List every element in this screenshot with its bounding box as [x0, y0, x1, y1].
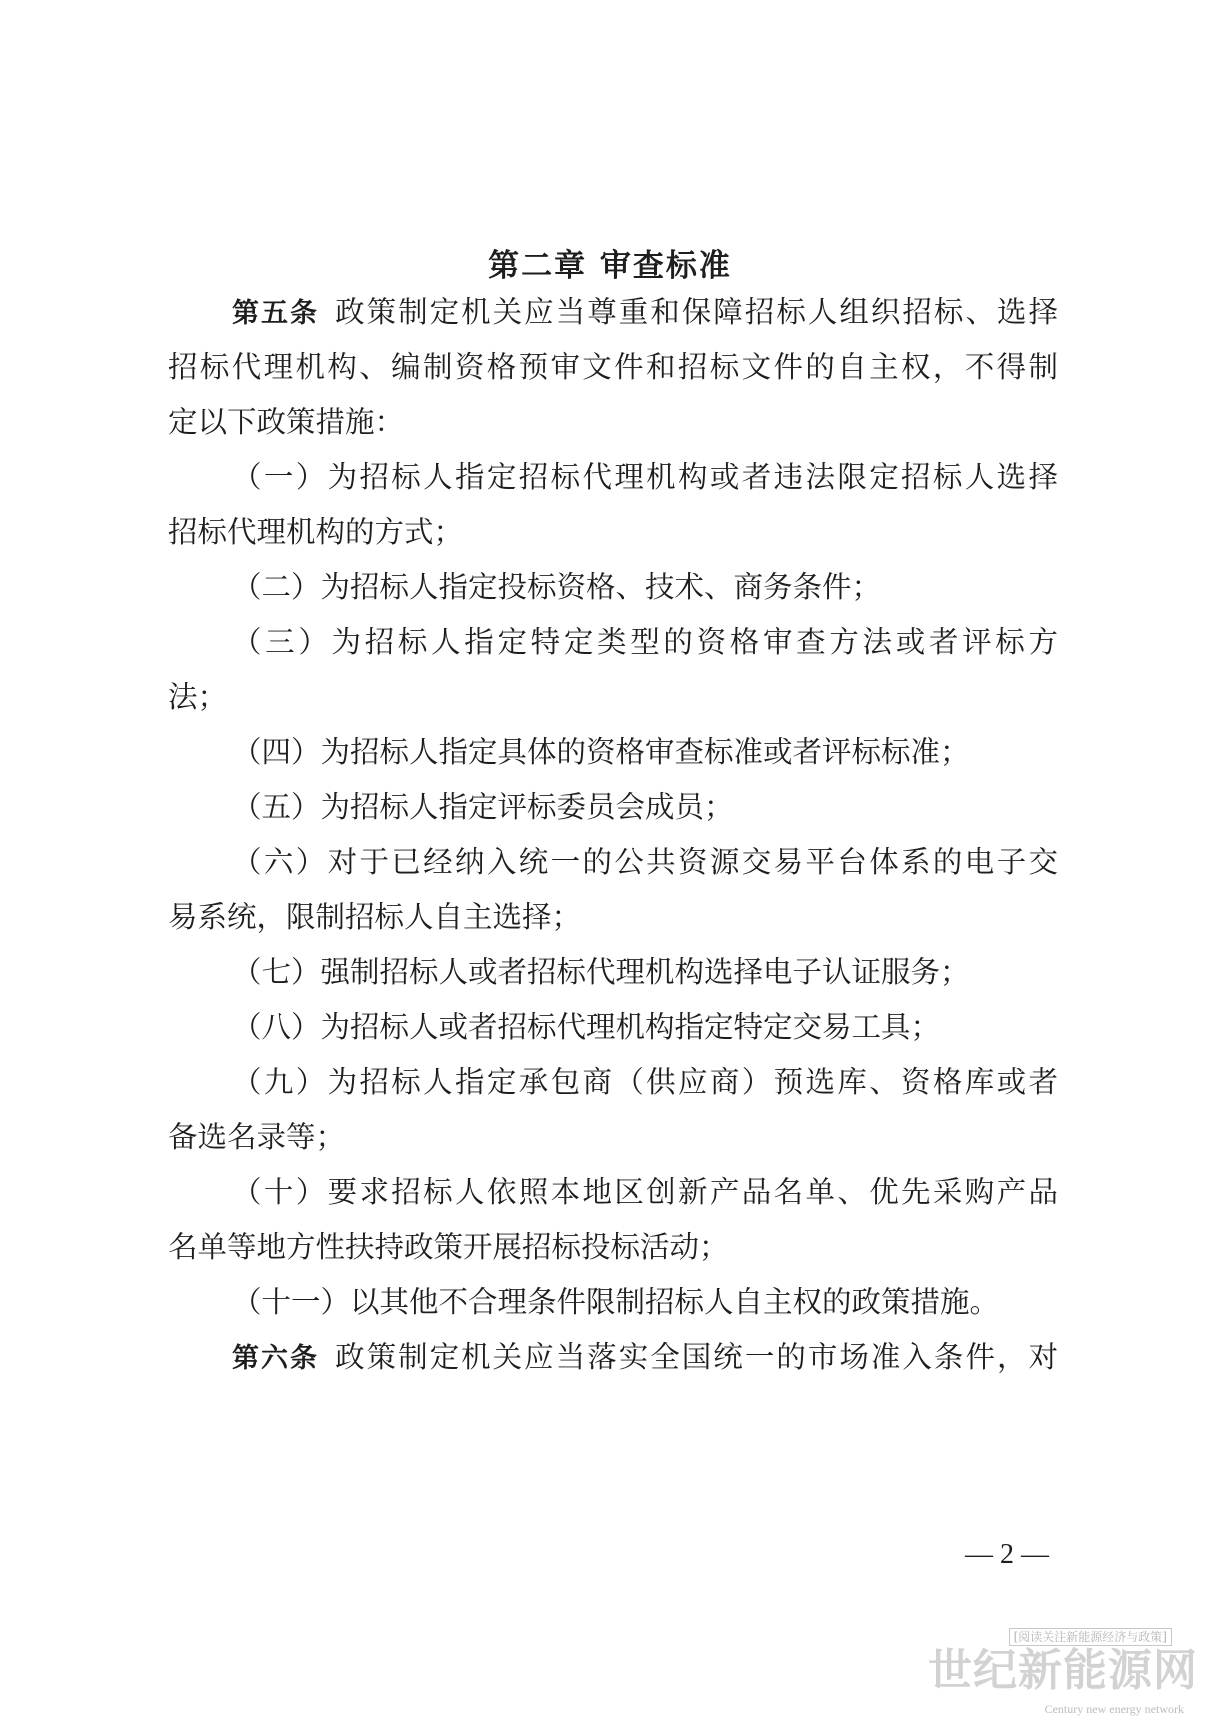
article-6-line-1: 第六条 政策制定机关应当落实全国统一的市场准入条件，对 [232, 1340, 1058, 1374]
list-item-7: （七）强制招标人或者招标代理机构选择电子认证服务； [232, 955, 970, 989]
list-item-10: （十）要求招标人依照本地区创新产品名单、优先采购产品 [232, 1175, 1058, 1209]
text-line: 名单等地方性扶持政策开展招标投标活动； [168, 1230, 729, 1264]
text-line: 备选名录等； [168, 1120, 346, 1154]
list-item-5: （五）为招标人指定评标委员会成员； [232, 790, 734, 824]
watermark [928, 1628, 1208, 1723]
list-item-6: （六）对于已经纳入统一的公共资源交易平台体系的电子交 [232, 845, 1058, 879]
watermark-name: 世纪新能源网 [928, 1645, 1198, 1696]
article-5-line-1: 第五条 政策制定机关应当尊重和保障招标人组织招标、选择 [232, 295, 1058, 329]
text-line: 法； [168, 680, 228, 714]
article-label: 第六条 [232, 1343, 320, 1374]
text-line: 定以下政策措施： [168, 405, 405, 439]
list-item-2: （二）为招标人指定投标资格、技术、商务条件； [232, 570, 882, 604]
text-line: 招标代理机构、编制资格预审文件和招标文件的自主权，不得制 [168, 350, 1058, 384]
article-label: 第五条 [232, 298, 320, 329]
list-item-1: （一）为招标人指定招标代理机构或者违法限定招标人选择 [232, 460, 1058, 494]
watermark-tag: [阅读关注新能源经济与政策] [1009, 1628, 1172, 1646]
list-item-4: （四）为招标人指定具体的资格审查标准或者评标标准； [232, 735, 970, 769]
list-item-9: （九）为招标人指定承包商（供应商）预选库、资格库或者 [232, 1065, 1058, 1099]
page-number: — 2 — [965, 1539, 1049, 1570]
watermark-english: Century new energy network [1044, 1702, 1184, 1716]
text-line: 易系统，限制招标人自主选择； [168, 900, 582, 934]
chapter-title: 第二章 审查标准 [488, 248, 732, 284]
text-line: 招标代理机构的方式； [168, 515, 464, 549]
list-item-8: （八）为招标人或者招标代理机构指定特定交易工具； [232, 1010, 941, 1044]
list-item-3: （三）为招标人指定特定类型的资格审查方法或者评标方 [232, 625, 1058, 659]
list-item-11: （十一）以其他不合理条件限制招标人自主权的政策措施。 [232, 1285, 1000, 1319]
